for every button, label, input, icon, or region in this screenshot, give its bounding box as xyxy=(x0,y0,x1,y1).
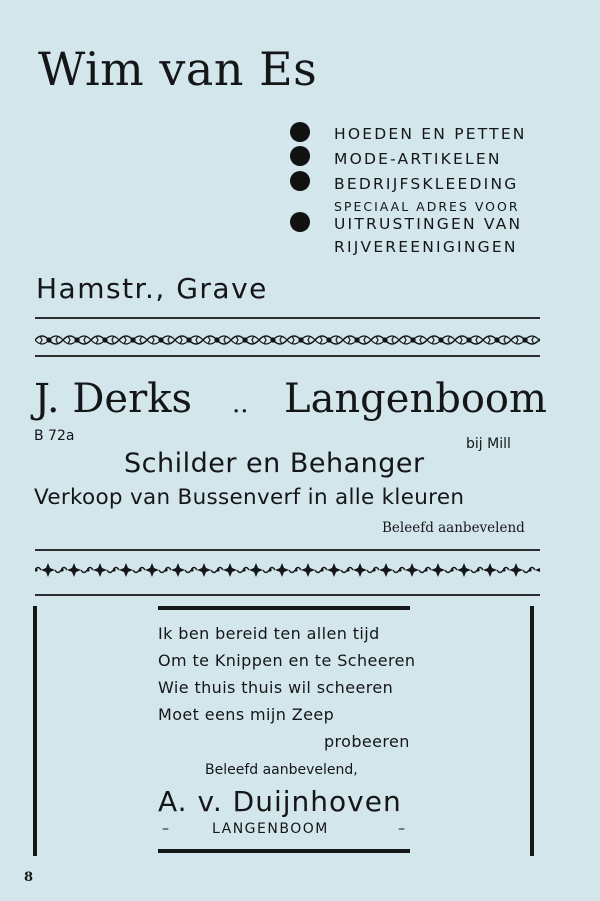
ad1-business-name: Wim van Es xyxy=(38,42,318,96)
page-number: 8 xyxy=(24,870,34,885)
divider-line xyxy=(35,549,540,551)
ad2-house-number: B 72a xyxy=(34,428,75,444)
bullet-icon xyxy=(290,212,310,232)
ad2-regards: Beleefd aanbevelend xyxy=(382,520,525,536)
bullet-icon xyxy=(290,122,310,142)
ad3-place: LANGENBOOM xyxy=(212,821,329,837)
ad1-item: HOEDEN EN PETTEN xyxy=(334,125,527,143)
ad1-special-line: SPECIAAL ADRES VOOR xyxy=(334,199,520,214)
ad1-item: BEDRIJFSKLEEDING xyxy=(334,175,519,193)
poem-line: Moet eens mijn Zeep xyxy=(158,705,335,724)
divider-line xyxy=(35,594,540,596)
frame-top-bar xyxy=(158,606,410,610)
ad1-special-item: UITRUSTINGEN VAN xyxy=(334,215,523,233)
bullet-icon xyxy=(290,171,310,191)
ad2-separator: .. xyxy=(232,389,249,419)
poem-line: Om te Knippen en te Scheeren xyxy=(158,651,416,670)
ad3-business-name: A. v. Duijnhoven xyxy=(158,785,402,818)
ad1-item: MODE-ARTIKELEN xyxy=(334,150,502,168)
frame-left-bar xyxy=(33,606,37,856)
ornamental-border xyxy=(35,330,540,350)
divider-line xyxy=(35,355,540,357)
ad2-trade: Schilder en Behanger xyxy=(124,448,425,479)
ad1-special-item: RIJVEREENIGINGEN xyxy=(334,238,518,256)
ornamental-border xyxy=(35,560,540,580)
frame-right-bar xyxy=(530,606,534,856)
dash: – xyxy=(162,821,169,837)
ad2-sale-text: Verkoop van Bussenverf in alle kleuren xyxy=(34,485,465,510)
poem-line: probeeren xyxy=(324,732,410,751)
bullet-icon xyxy=(290,146,310,166)
frame-bottom-bar xyxy=(158,849,410,853)
poem-line: Ik ben bereid ten allen tijd xyxy=(158,624,380,643)
ad2-place-note: bij Mill xyxy=(466,436,511,452)
ad2-town: Langenboom xyxy=(284,376,547,422)
ad1-address: Hamstr., Grave xyxy=(36,272,268,305)
dash: – xyxy=(398,821,405,837)
ad2-business-name: J. Derks xyxy=(34,376,192,422)
divider-line xyxy=(35,317,540,319)
poem-line: Wie thuis thuis wil scheeren xyxy=(158,678,394,697)
ad3-regards: Beleefd aanbevelend, xyxy=(205,762,358,778)
